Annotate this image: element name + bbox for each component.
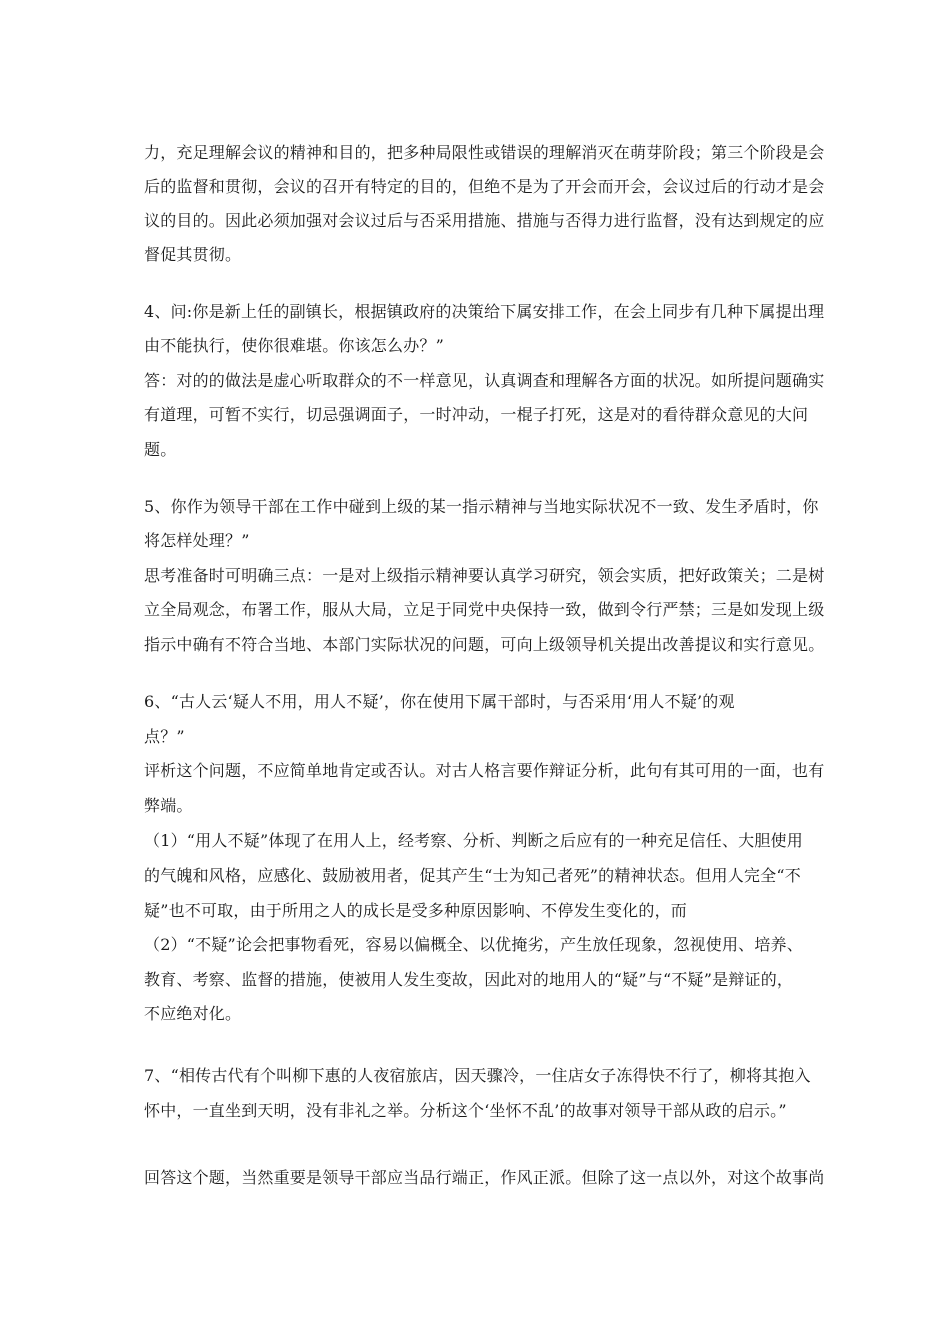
question-5-line: 5、你作为领导干部在工作中碰到上级的某一指示精神与当地实际状况不一致、发生矛盾时，你 <box>144 497 819 516</box>
answer-6-line: 评析这个问题，不应简单地肯定或否认。对古人格言要作辩证分析，此句有其可用的一面，也有 <box>144 761 825 780</box>
text-line: 督促其贯彻。 <box>144 245 242 264</box>
question-6-line: 6、“古人云‘疑人不用，用人不疑’，你在使用下属干部时，与否采用‘用人不疑’的观 <box>144 692 735 711</box>
answer-7-line: 回答这个题，当然重要是领导干部应当品行端正，作风正派。但除了这一点以外，对这个故事尚 <box>144 1168 825 1187</box>
answer-5-line: 指示中确有不符合当地、本部门实际状况的问题，可向上级领导机关提出改善提议和实行意见。 <box>144 635 825 654</box>
question-4-line: 4、问:你是新上任的副镇长，根据镇政府的决策给下属安排工作，在会上同步有几种下属提出理 <box>144 302 825 321</box>
answer-6-line: 弊端。 <box>144 796 193 815</box>
answer-6-point-2-line: （2）“不疑”论会把事物看死，容易以偏概全、以优掩劣，产生放任现象，忽视使用、培养、 <box>144 935 803 954</box>
question-5-line: 将怎样处理？” <box>144 531 250 550</box>
question-4-line: 由不能执行，使你很难堪。你该怎么办？” <box>144 336 444 355</box>
text-line: 力，充足理解会议的精神和目的，把多种局限性或错误的理解消灭在萌芽阶段；第三个阶段是会 <box>144 143 825 162</box>
answer-4-line: 题。 <box>144 440 177 459</box>
question-7-line: 怀中，一直坐到天明，没有非礼之举。分析这个‘坐怀不乱’的故事对领导干部从政的启示。” <box>144 1101 787 1120</box>
answer-5-line: 立全局观念，布署工作，服从大局，立足于同党中央保持一致，做到令行严禁；三是如发现上级 <box>144 600 825 619</box>
question-7-line: 7、“相传古代有个叫柳下惠的人夜宿旅店，因天骤冷，一住店女子冻得快不行了，柳将其抱入 <box>144 1066 811 1085</box>
answer-4-line: 答：对的的做法是虚心听取群众的不一样意见，认真调查和理解各方面的状况。如所提问题确实 <box>144 371 825 390</box>
question-6-line: 点？” <box>144 727 185 746</box>
text-line: 议的目的。因此必须加强对会议过后与否采用措施、措施与否得力进行监督，没有达到规定的应 <box>144 211 825 230</box>
answer-5-line: 思考准备时可明确三点：一是对上级指示精神要认真学习研究，领会实质，把好政策关；二是树 <box>144 566 825 585</box>
answer-6-point-2-line: 不应绝对化。 <box>144 1004 242 1023</box>
answer-6-point-1-line: 的气魄和风格，应感化、鼓励被用者，促其产生“士为知己者死”的精神状态。但用人完全“不 <box>144 866 801 885</box>
text-line: 后的监督和贯彻，会议的召开有特定的目的，但绝不是为了开会而开会，会议过后的行动才是会 <box>144 177 825 196</box>
answer-6-point-1-line: 疑”也不可取，由于所用之人的成长是受多种原因影响、不停发生变化的，而 <box>144 901 687 920</box>
answer-4-line: 有道理，可暂不实行，切忌强调面子，一时冲动，一棍子打死，这是对的看待群众意见的大问 <box>144 405 809 424</box>
answer-6-point-1-line: （1）“用人不疑”体现了在用人上，经考察、分析、判断之后应有的一种充足信任、大胆使用 <box>144 831 803 850</box>
answer-6-point-2-line: 教育、考察、监督的措施，使被用人发生变故，因此对的地用人的“疑”与“不疑”是辩证的， <box>144 970 794 989</box>
